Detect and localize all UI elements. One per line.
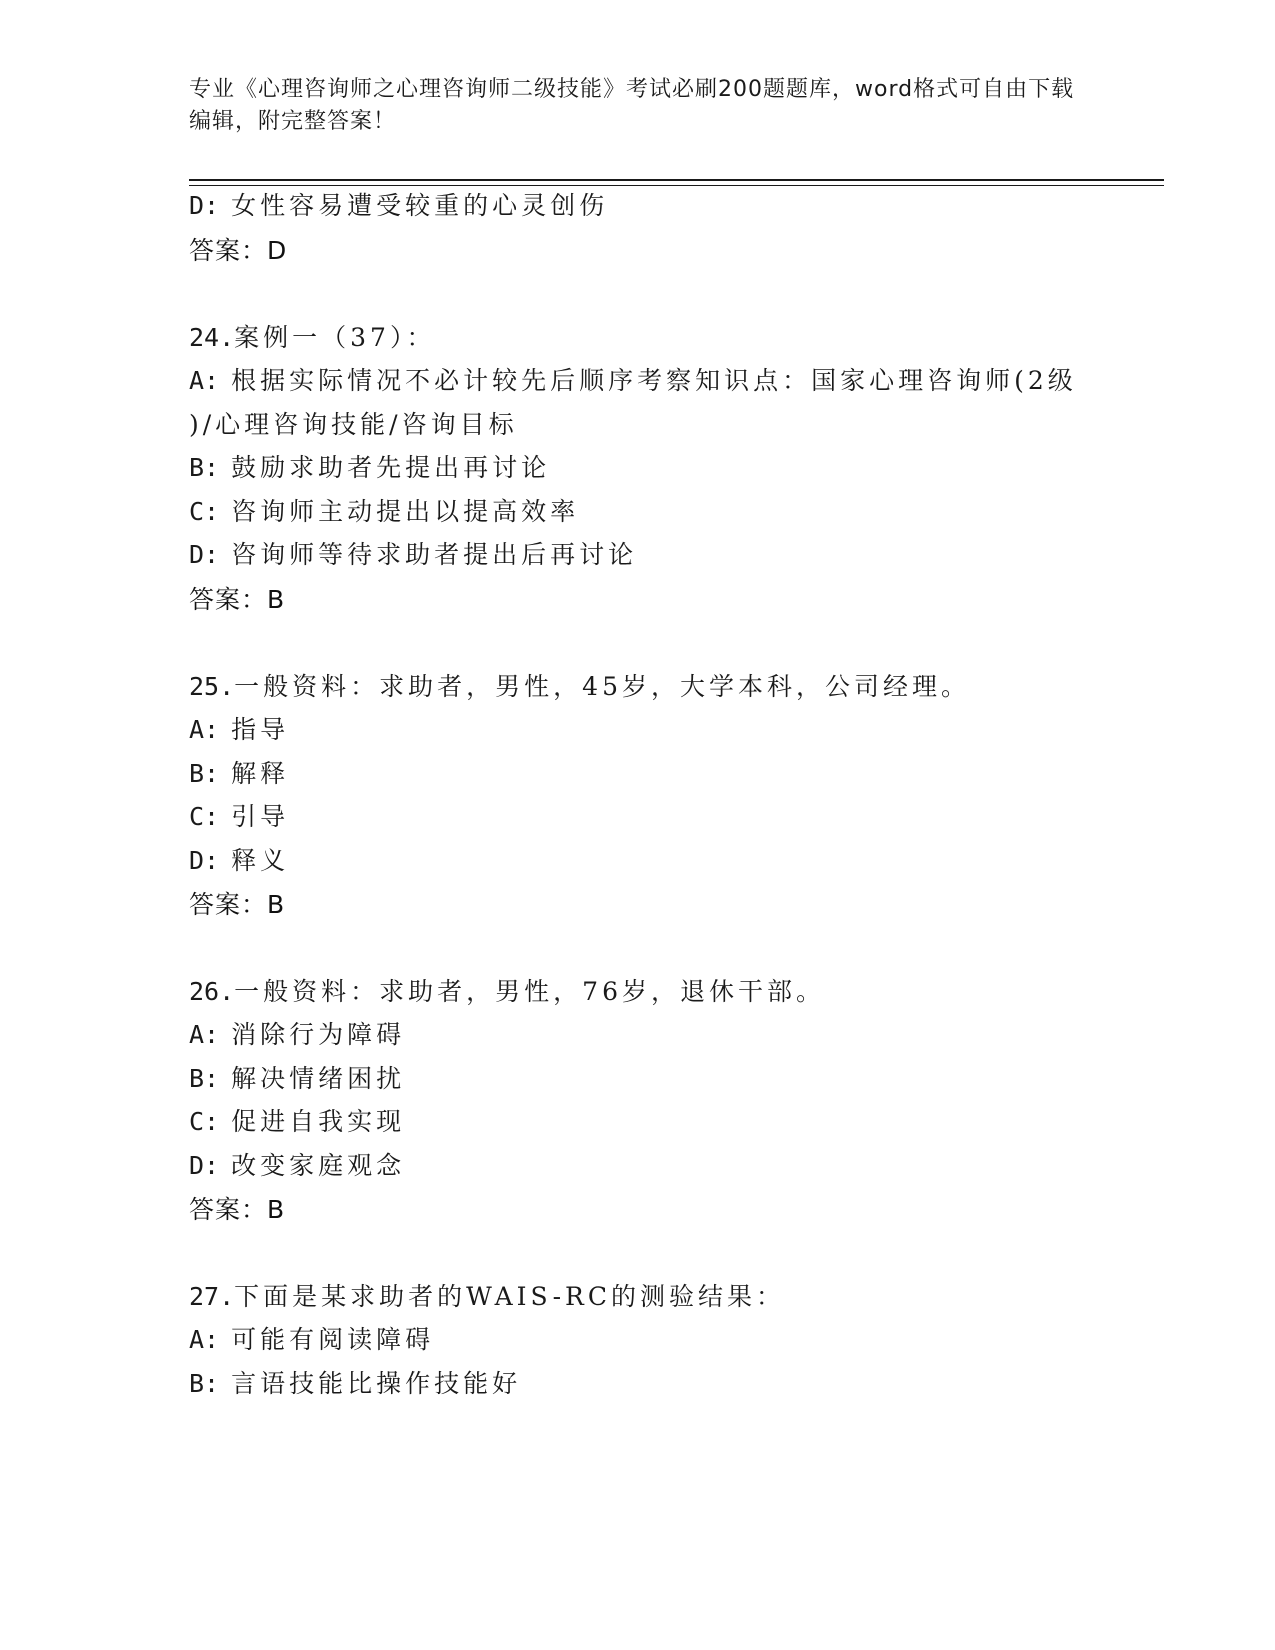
option-text: 解释: [231, 759, 290, 788]
option-label: B:: [189, 1369, 220, 1398]
question-stem: 案例一（37）：: [234, 323, 436, 352]
prev-option-d: [189, 186, 608, 222]
question-stem: 一般资料：求助者，男性，45岁，大学本科，公司经理。: [234, 672, 970, 701]
question-26-option-d: [189, 1146, 405, 1182]
question-24-option-a-cont: [189, 405, 518, 441]
question-25-option-c: [189, 797, 289, 833]
question-number: 25.: [189, 672, 235, 701]
option-label: D:: [189, 1151, 220, 1180]
option-label: A:: [189, 366, 220, 395]
option-text: 可能有阅读障碍: [231, 1325, 435, 1354]
question-number: 27.: [189, 1282, 235, 1311]
option-label: B:: [189, 1064, 220, 1093]
option-text: 释义: [231, 846, 290, 875]
option-text: 促进自我实现: [231, 1107, 406, 1136]
question-24-option-a: [189, 361, 1077, 397]
question-27-option-a: [189, 1320, 434, 1356]
question-24-option-d: [189, 535, 637, 571]
option-label: D:: [189, 540, 220, 569]
option-label: C:: [189, 497, 220, 526]
question-26-option-c: [189, 1102, 405, 1138]
option-text: 解决情绪困扰: [231, 1064, 406, 1093]
option-label: C:: [189, 1107, 220, 1136]
option-label: A:: [189, 1020, 220, 1049]
question-24-stem: [189, 318, 435, 354]
option-label: A:: [189, 1325, 220, 1354]
option-text: 引导: [231, 802, 290, 831]
option-label: C:: [189, 802, 220, 831]
question-26-option-a: [189, 1015, 405, 1051]
option-label: D:: [189, 191, 220, 220]
option-text: 改变家庭观念: [231, 1151, 406, 1180]
question-26-answer: 答案：B: [189, 1195, 286, 1224]
option-text: 咨询师等待求助者提出后再讨论: [231, 540, 638, 569]
question-number: 24.: [189, 323, 235, 352]
option-text: 女性容易遭受较重的心灵创伤: [231, 191, 609, 220]
question-25-option-a: [189, 710, 289, 746]
option-label: B:: [189, 453, 220, 482]
option-text: 咨询师主动提出以提高效率: [231, 497, 580, 526]
question-24-option-c: [189, 492, 579, 528]
question-25-stem: [189, 667, 970, 703]
header-rule-thick: [189, 179, 1164, 181]
question-25-answer: 答案：B: [189, 890, 286, 919]
option-label: B:: [189, 759, 220, 788]
option-text: 根据实际情况不必计较先后顺序考察知识点：国家心理咨询师(2级: [231, 366, 1077, 395]
question-25-option-d: [189, 841, 289, 877]
option-label: A:: [189, 715, 220, 744]
question-number: 26.: [189, 977, 235, 1006]
question-stem: 下面是某求助者的WAIS-RC的测验结果：: [234, 1282, 785, 1311]
option-text: )/心理咨询技能/咨询目标: [189, 410, 518, 439]
question-27-option-b: [189, 1364, 521, 1400]
option-text: 言语技能比操作技能好: [231, 1369, 522, 1398]
question-26-option-b: [189, 1059, 405, 1095]
question-27-stem: [189, 1277, 785, 1313]
question-24-answer: 答案：B: [189, 585, 286, 614]
question-26-stem: [189, 972, 825, 1008]
question-25-option-b: [189, 754, 289, 790]
question-stem: 一般资料：求助者，男性，76岁，退休干部。: [234, 977, 825, 1006]
prev-answer: 答案：D: [189, 236, 288, 265]
question-24-option-b: [189, 448, 550, 484]
document-header: 专业《心理咨询师之心理咨询师二级技能》考试必刷200题题库，word格式可自由下载编辑，附完整答案！: [189, 77, 1075, 134]
option-text: 鼓励求助者先提出再讨论: [231, 453, 551, 482]
option-text: 消除行为障碍: [231, 1020, 406, 1049]
option-label: D:: [189, 846, 220, 875]
option-text: 指导: [231, 715, 290, 744]
